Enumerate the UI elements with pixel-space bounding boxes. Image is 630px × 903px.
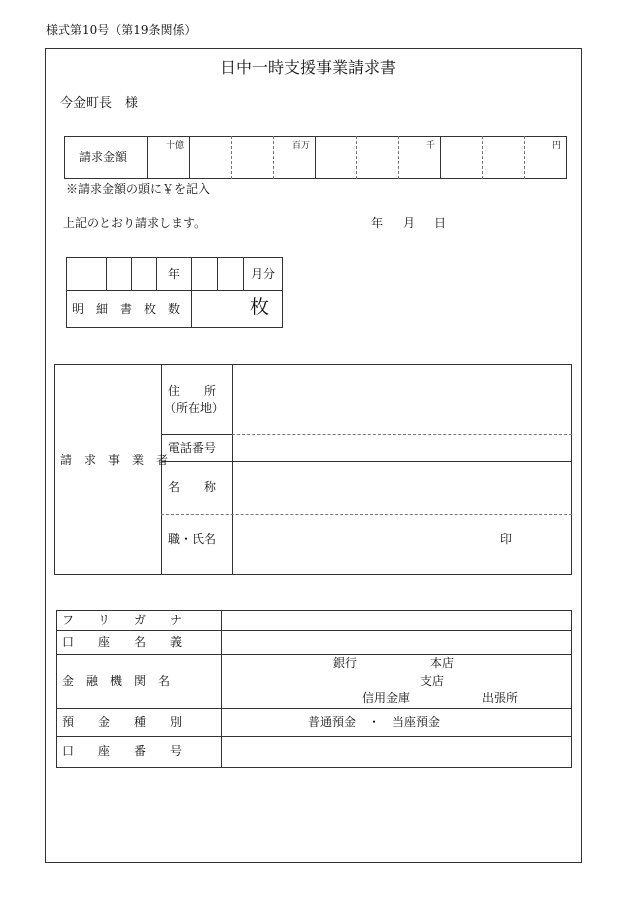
furigana-input[interactable] xyxy=(222,611,571,629)
period-year-input[interactable] xyxy=(67,258,156,289)
unit-yen: 円 xyxy=(552,141,562,151)
seal-mark: 印 xyxy=(500,532,513,546)
sheets-label: 明 細 書 枚 数 xyxy=(72,302,181,316)
date-year-label: 年 xyxy=(371,216,384,230)
unit-thousand: 千 xyxy=(426,141,436,151)
address-sub-label: （所在地） xyxy=(164,401,225,415)
person-label: 職・氏名 xyxy=(168,532,217,546)
branch-word: 支店 xyxy=(420,674,445,688)
head-office-word: 本店 xyxy=(430,656,455,670)
sub-branch-word: 出張所 xyxy=(482,691,519,705)
company-name-input[interactable] xyxy=(233,462,571,513)
furigana-label: フ リ ガ ナ xyxy=(62,613,183,627)
person-name-input[interactable] xyxy=(233,515,493,574)
phone-input[interactable] xyxy=(233,435,571,460)
deposit-type-options[interactable]: 普通預金 ・ 当座預金 xyxy=(308,715,441,729)
unit-ten-hundred-million: 十億 xyxy=(166,141,185,151)
deposit-type-label: 預 金 種 別 xyxy=(62,715,183,729)
form-number: 様式第10号（第19条関係） xyxy=(46,23,197,37)
address-label: 住 所 xyxy=(168,384,217,398)
credit-union-word: 信用金庫 xyxy=(362,691,411,705)
unit-million: 百万 xyxy=(292,141,311,151)
claimant-section-label: 請 求 事 業 者 xyxy=(60,453,169,467)
account-number-label: 口 座 番 号 xyxy=(62,744,183,758)
amount-note: ※請求金額の頭に￥を記入 xyxy=(66,182,211,196)
period-year-label: 年 xyxy=(168,267,181,281)
amount-label: 請求金額 xyxy=(79,150,128,164)
account-number-input[interactable] xyxy=(222,737,571,767)
address-input[interactable] xyxy=(233,365,571,433)
declaration-text: 上記のとおり請求します。 xyxy=(63,216,207,230)
date-day-label: 日 xyxy=(434,216,447,230)
page-title: 日中一時支援事業請求書 xyxy=(220,58,397,77)
account-name-label: 口 座 名 義 xyxy=(62,635,183,649)
account-name-input[interactable] xyxy=(222,631,571,653)
bank-word: 銀行 xyxy=(333,656,358,670)
sheets-unit: 枚 xyxy=(250,296,270,318)
period-month-input[interactable] xyxy=(192,258,243,289)
phone-label: 電話番号 xyxy=(168,441,217,455)
addressee: 今金町長 様 xyxy=(60,96,139,111)
name-label: 名 称 xyxy=(168,480,217,494)
sheets-count-input[interactable] xyxy=(192,291,246,327)
date-month-label: 月 xyxy=(403,216,416,230)
amount-digit-input[interactable] xyxy=(190,137,566,178)
period-month-label: 月分 xyxy=(251,267,276,281)
institution-label: 金 融 機 関 名 xyxy=(62,674,171,688)
